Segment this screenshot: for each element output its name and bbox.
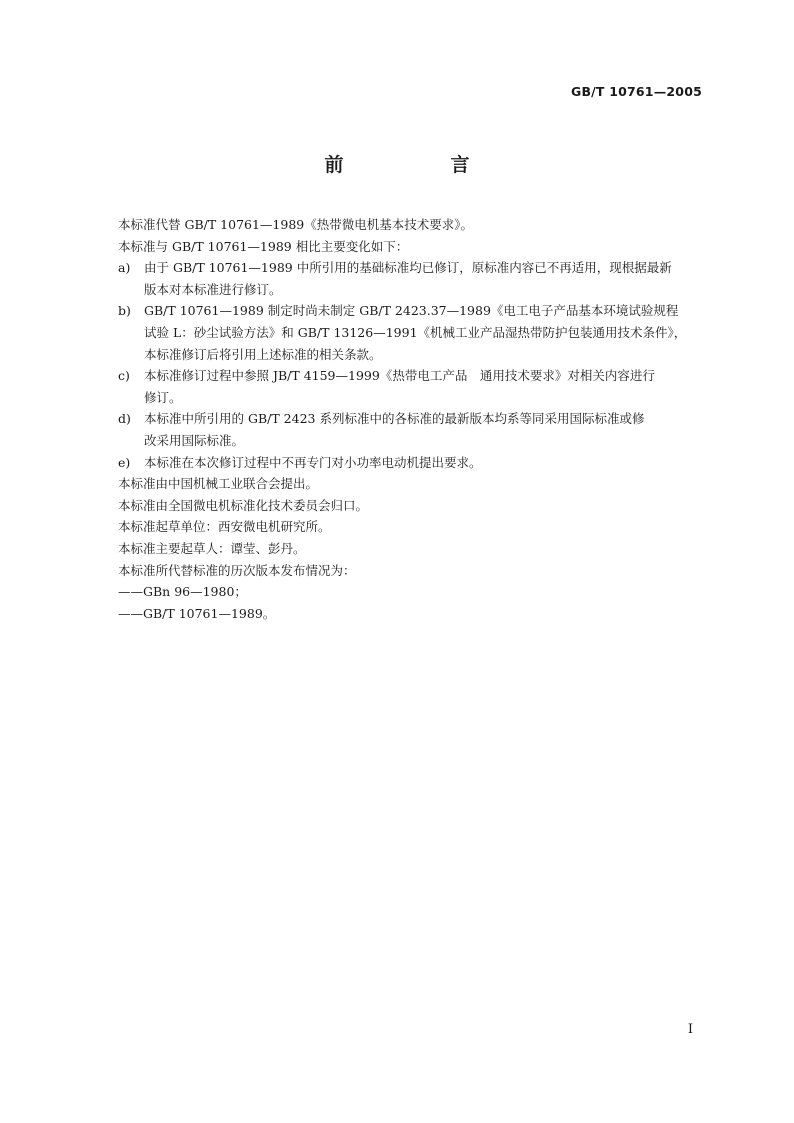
- list-item-line: 本标准中所引用的 GB/T 2423 系列标准中的各标准的最新版本均系等同采用国际标准或修: [144, 411, 645, 427]
- paragraph: 本标准与 GB/T 10761—1989 相比主要变化如下：: [118, 238, 409, 254]
- list-item-line: 本标准在本次修订过程中不再专门对小功率电动机提出要求。: [144, 454, 482, 470]
- list-item-line: 修订。: [144, 389, 182, 405]
- list-item-b: [118, 300, 704, 365]
- list-item-d: [118, 408, 704, 451]
- paragraph: 本标准代替 GB/T 10761—1989《热带微电机基本技术要求》。: [118, 217, 473, 232]
- list-marker: b): [118, 303, 131, 319]
- list-marker: e): [118, 454, 131, 470]
- list-marker: d): [118, 411, 131, 427]
- list-item-line: 本标准修订后将引用上述标准的相关条款。: [144, 346, 382, 362]
- standard-code: GB/T 10761—2005: [570, 84, 702, 99]
- list-item-c: [118, 365, 704, 408]
- foreword-body: [118, 214, 704, 624]
- list-item-e: [118, 452, 704, 474]
- page-title: 前 言: [324, 154, 514, 176]
- list-marker: a): [118, 260, 131, 276]
- paragraph: 本标准由中国机械工业联合会提出。: [118, 476, 319, 492]
- paragraph: 本标准所代替标准的历次版本发布情况为：: [118, 562, 356, 578]
- list-marker: c): [118, 368, 130, 384]
- list-item-line: 试验 L：砂尘试验方法》和 GB/T 13126—1991《机械工业产品湿热带防护包装通用技术条件》，: [144, 324, 687, 340]
- paragraph: 本标准由全国微电机标准化技术委员会归口。: [118, 497, 369, 513]
- paragraph: 本标准起草单位：西安微电机研究所。: [118, 519, 331, 535]
- list-item-line: 改采用国际标准。: [144, 432, 245, 448]
- history-entry: ——GB/T 10761—1989。: [118, 605, 276, 621]
- list-item-line: 由于 GB/T 10761—1989 中所引用的基础标准均已修订，原标准内容已不再适用，现根据最新: [144, 260, 672, 276]
- list-item-line: 本标准修订过程中参照 JB/T 4159—1999《热带电工产品 通用技术要求》对相关内容进行: [144, 368, 655, 384]
- list-item-line: 版本对本标准进行修订。: [144, 281, 282, 297]
- list-item-line: GB/T 10761—1989 制定时尚未制定 GB/T 2423.37—1989《电工电子产品基本环境试验规程: [144, 303, 679, 319]
- list-item-a: [118, 257, 704, 300]
- page-number: I: [687, 1022, 693, 1037]
- paragraph: 本标准主要起草人：谭莹、彭丹。: [118, 540, 306, 556]
- history-entry: ——GBn 96—1980；: [118, 584, 247, 600]
